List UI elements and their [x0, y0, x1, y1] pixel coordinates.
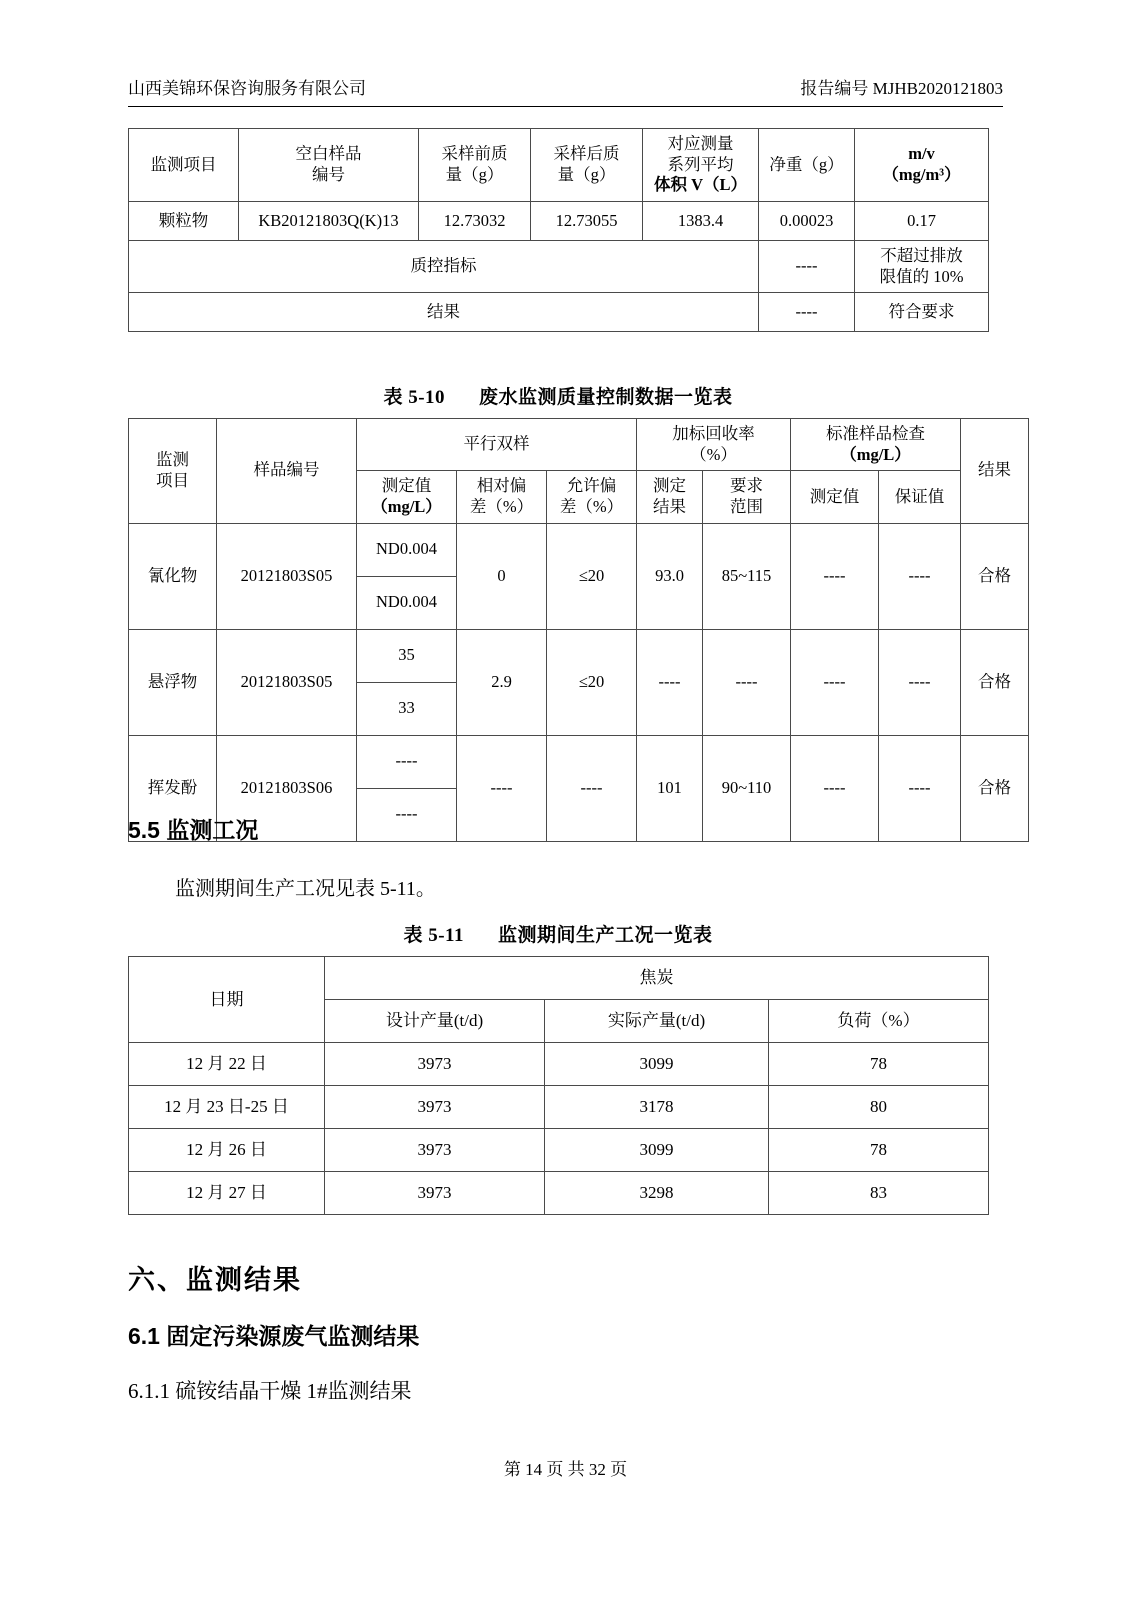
- cell-result-label: 结果: [129, 293, 759, 332]
- col-blank-sample-no: 空白样品 编号: [239, 129, 419, 202]
- wastewater-qc-table: [128, 418, 1029, 842]
- cell-design: 3973: [325, 1043, 545, 1086]
- cell-std-measured: ----: [791, 523, 879, 629]
- cell-sample-no: 20121803S06: [217, 735, 357, 841]
- cell-spike-range: ----: [703, 629, 791, 735]
- table-row: [129, 1172, 989, 1215]
- section-heading-6-1: 6.1 固定污染源废气监测结果: [128, 1323, 420, 1349]
- cell-relative-deviation: ----: [457, 735, 547, 841]
- caption-table-5-10: [128, 382, 988, 409]
- col-monitor-item: 监测 项目: [129, 419, 217, 524]
- cell-item: 颗粒物: [129, 201, 239, 240]
- col-average-volume: 对应测量 系列平均 体积 V（L）: [643, 129, 759, 202]
- cell-actual: 3099: [545, 1129, 769, 1172]
- cell-measured-2: 33: [357, 682, 457, 735]
- col-allowed-deviation: 允许偏 差（%）: [547, 471, 637, 523]
- cell-load: 78: [769, 1043, 989, 1086]
- page-header: [128, 74, 1003, 99]
- cell-date: 12 月 27 日: [129, 1172, 325, 1215]
- table-row-result: [129, 293, 989, 332]
- col-actual-output: 实际产量(t/d): [545, 1000, 769, 1043]
- cell-date: 12 月 22 日: [129, 1043, 325, 1086]
- cell-load: 80: [769, 1086, 989, 1129]
- table-header-row-top: [129, 957, 989, 1000]
- cell-mass-before: 12.73032: [419, 201, 531, 240]
- cell-design: 3973: [325, 1129, 545, 1172]
- col-mass-before: 采样前质 量（g）: [419, 129, 531, 202]
- section-heading-6-1-1: 6.1.1 硫铵结晶干燥 1#监测结果: [128, 1379, 412, 1403]
- cell-allowed-deviation: ≤20: [547, 629, 637, 735]
- page-footer: 第 14 页 共 32 页: [503, 1460, 628, 1479]
- col-mass-after: 采样后质 量（g）: [531, 129, 643, 202]
- cell-sample-no: KB20121803Q(K)13: [239, 201, 419, 240]
- col-mv: m/v （mg/m³）: [855, 129, 989, 202]
- caption-number: 表 5-10: [383, 387, 446, 408]
- cell-measured-1: 35: [357, 629, 457, 682]
- cell-relative-deviation: 2.9: [457, 629, 547, 735]
- cell-sample-no: 20121803S05: [217, 629, 357, 735]
- col-standard-check-group: 标准样品检查 （mg/L）: [791, 419, 961, 471]
- table-row: [129, 1129, 989, 1172]
- col-spike-range: 要求 范围: [703, 471, 791, 523]
- section-heading-5-5: 5.5 监测工况: [128, 817, 259, 843]
- cell-design: 3973: [325, 1086, 545, 1129]
- col-sample-no: 样品编号: [217, 419, 357, 524]
- caption-title: 废水监测质量控制数据一览表: [479, 387, 733, 408]
- cell-result: 合格: [961, 629, 1029, 735]
- header-report-number: 报告编号 MJHB2020121803: [800, 79, 1003, 98]
- cell-allowed-deviation: ≤20: [547, 523, 637, 629]
- cell-date: 12 月 23 日-25 日: [129, 1086, 325, 1129]
- cell-design: 3973: [325, 1172, 545, 1215]
- col-std-measured: 测定值: [791, 471, 879, 523]
- cell-result: 合格: [961, 735, 1029, 841]
- cell-spike-measured: ----: [637, 629, 703, 735]
- cell-spike-measured: 101: [637, 735, 703, 841]
- cell-std-guaranteed: ----: [879, 629, 961, 735]
- cell-qc-net-weight: ----: [759, 240, 855, 292]
- cell-measured-1: ND0.004: [357, 523, 457, 576]
- col-coke-group: 焦炭: [325, 957, 989, 1000]
- caption-title: 监测期间生产工况一览表: [498, 925, 713, 946]
- col-date: 日期: [129, 957, 325, 1043]
- cell-actual: 3298: [545, 1172, 769, 1215]
- col-std-guaranteed: 保证值: [879, 471, 961, 523]
- col-monitor-item: 监测项目: [129, 129, 239, 202]
- cell-result-net-weight: ----: [759, 293, 855, 332]
- cell-result-value: 符合要求: [855, 293, 989, 332]
- col-spike-recovery-group: 加标回收率 （%）: [637, 419, 791, 471]
- cell-date: 12 月 26 日: [129, 1129, 325, 1172]
- cell-result: 合格: [961, 523, 1029, 629]
- cell-spike-measured: 93.0: [637, 523, 703, 629]
- cell-item: 悬浮物: [129, 629, 217, 735]
- cell-load: 83: [769, 1172, 989, 1215]
- col-spike-measured: 测定 结果: [637, 471, 703, 523]
- header-company: 山西美锦环保咨询服务有限公司: [128, 79, 366, 98]
- table-row: [129, 1086, 989, 1129]
- cell-spike-range: 90~110: [703, 735, 791, 841]
- section-heading-6: 六、监测结果: [128, 1265, 302, 1295]
- table-row: [129, 1043, 989, 1086]
- cell-std-measured: ----: [791, 735, 879, 841]
- col-measured-value: 测定值 （mg/L）: [357, 471, 457, 523]
- cell-qc-label: 质控指标: [129, 240, 759, 292]
- cell-qc-value: 不超过排放 限值的 10%: [855, 240, 989, 292]
- cell-item: 挥发酚: [129, 735, 217, 841]
- cell-item: 氰化物: [129, 523, 217, 629]
- cell-mass-after: 12.73055: [531, 201, 643, 240]
- cell-relative-deviation: 0: [457, 523, 547, 629]
- cell-measured-1: ----: [357, 735, 457, 788]
- table-row: [129, 629, 1029, 682]
- cell-std-guaranteed: ----: [879, 523, 961, 629]
- production-condition-table: [128, 956, 989, 1215]
- table-header-row: [129, 129, 989, 202]
- cell-measured-2: ----: [357, 788, 457, 841]
- col-net-weight: 净重（g）: [759, 129, 855, 202]
- cell-std-measured: ----: [791, 629, 879, 735]
- cell-actual: 3178: [545, 1086, 769, 1129]
- section-5-5-paragraph: 监测期间生产工况见表 5-11。: [175, 878, 436, 900]
- header-divider: [128, 106, 1003, 107]
- blank-sample-qc-table: [128, 128, 989, 332]
- cell-spike-range: 85~115: [703, 523, 791, 629]
- table-row-qc-index: [129, 240, 989, 292]
- caption-table-5-11: [128, 920, 988, 947]
- cell-net-weight: 0.00023: [759, 201, 855, 240]
- col-design-output: 设计产量(t/d): [325, 1000, 545, 1043]
- table-header-row-top: [129, 419, 1029, 471]
- cell-load: 78: [769, 1129, 989, 1172]
- table-row: [129, 201, 989, 240]
- cell-measured-2: ND0.004: [357, 576, 457, 629]
- table-row: [129, 523, 1029, 576]
- table-row: [129, 735, 1029, 788]
- col-parallel-group: 平行双样: [357, 419, 637, 471]
- cell-std-guaranteed: ----: [879, 735, 961, 841]
- cell-volume: 1383.4: [643, 201, 759, 240]
- cell-mv: 0.17: [855, 201, 989, 240]
- col-result: 结果: [961, 419, 1029, 524]
- col-relative-deviation: 相对偏 差（%）: [457, 471, 547, 523]
- cell-sample-no: 20121803S05: [217, 523, 357, 629]
- cell-actual: 3099: [545, 1043, 769, 1086]
- col-load: 负荷（%）: [769, 1000, 989, 1043]
- cell-allowed-deviation: ----: [547, 735, 637, 841]
- caption-number: 表 5-11: [403, 925, 464, 946]
